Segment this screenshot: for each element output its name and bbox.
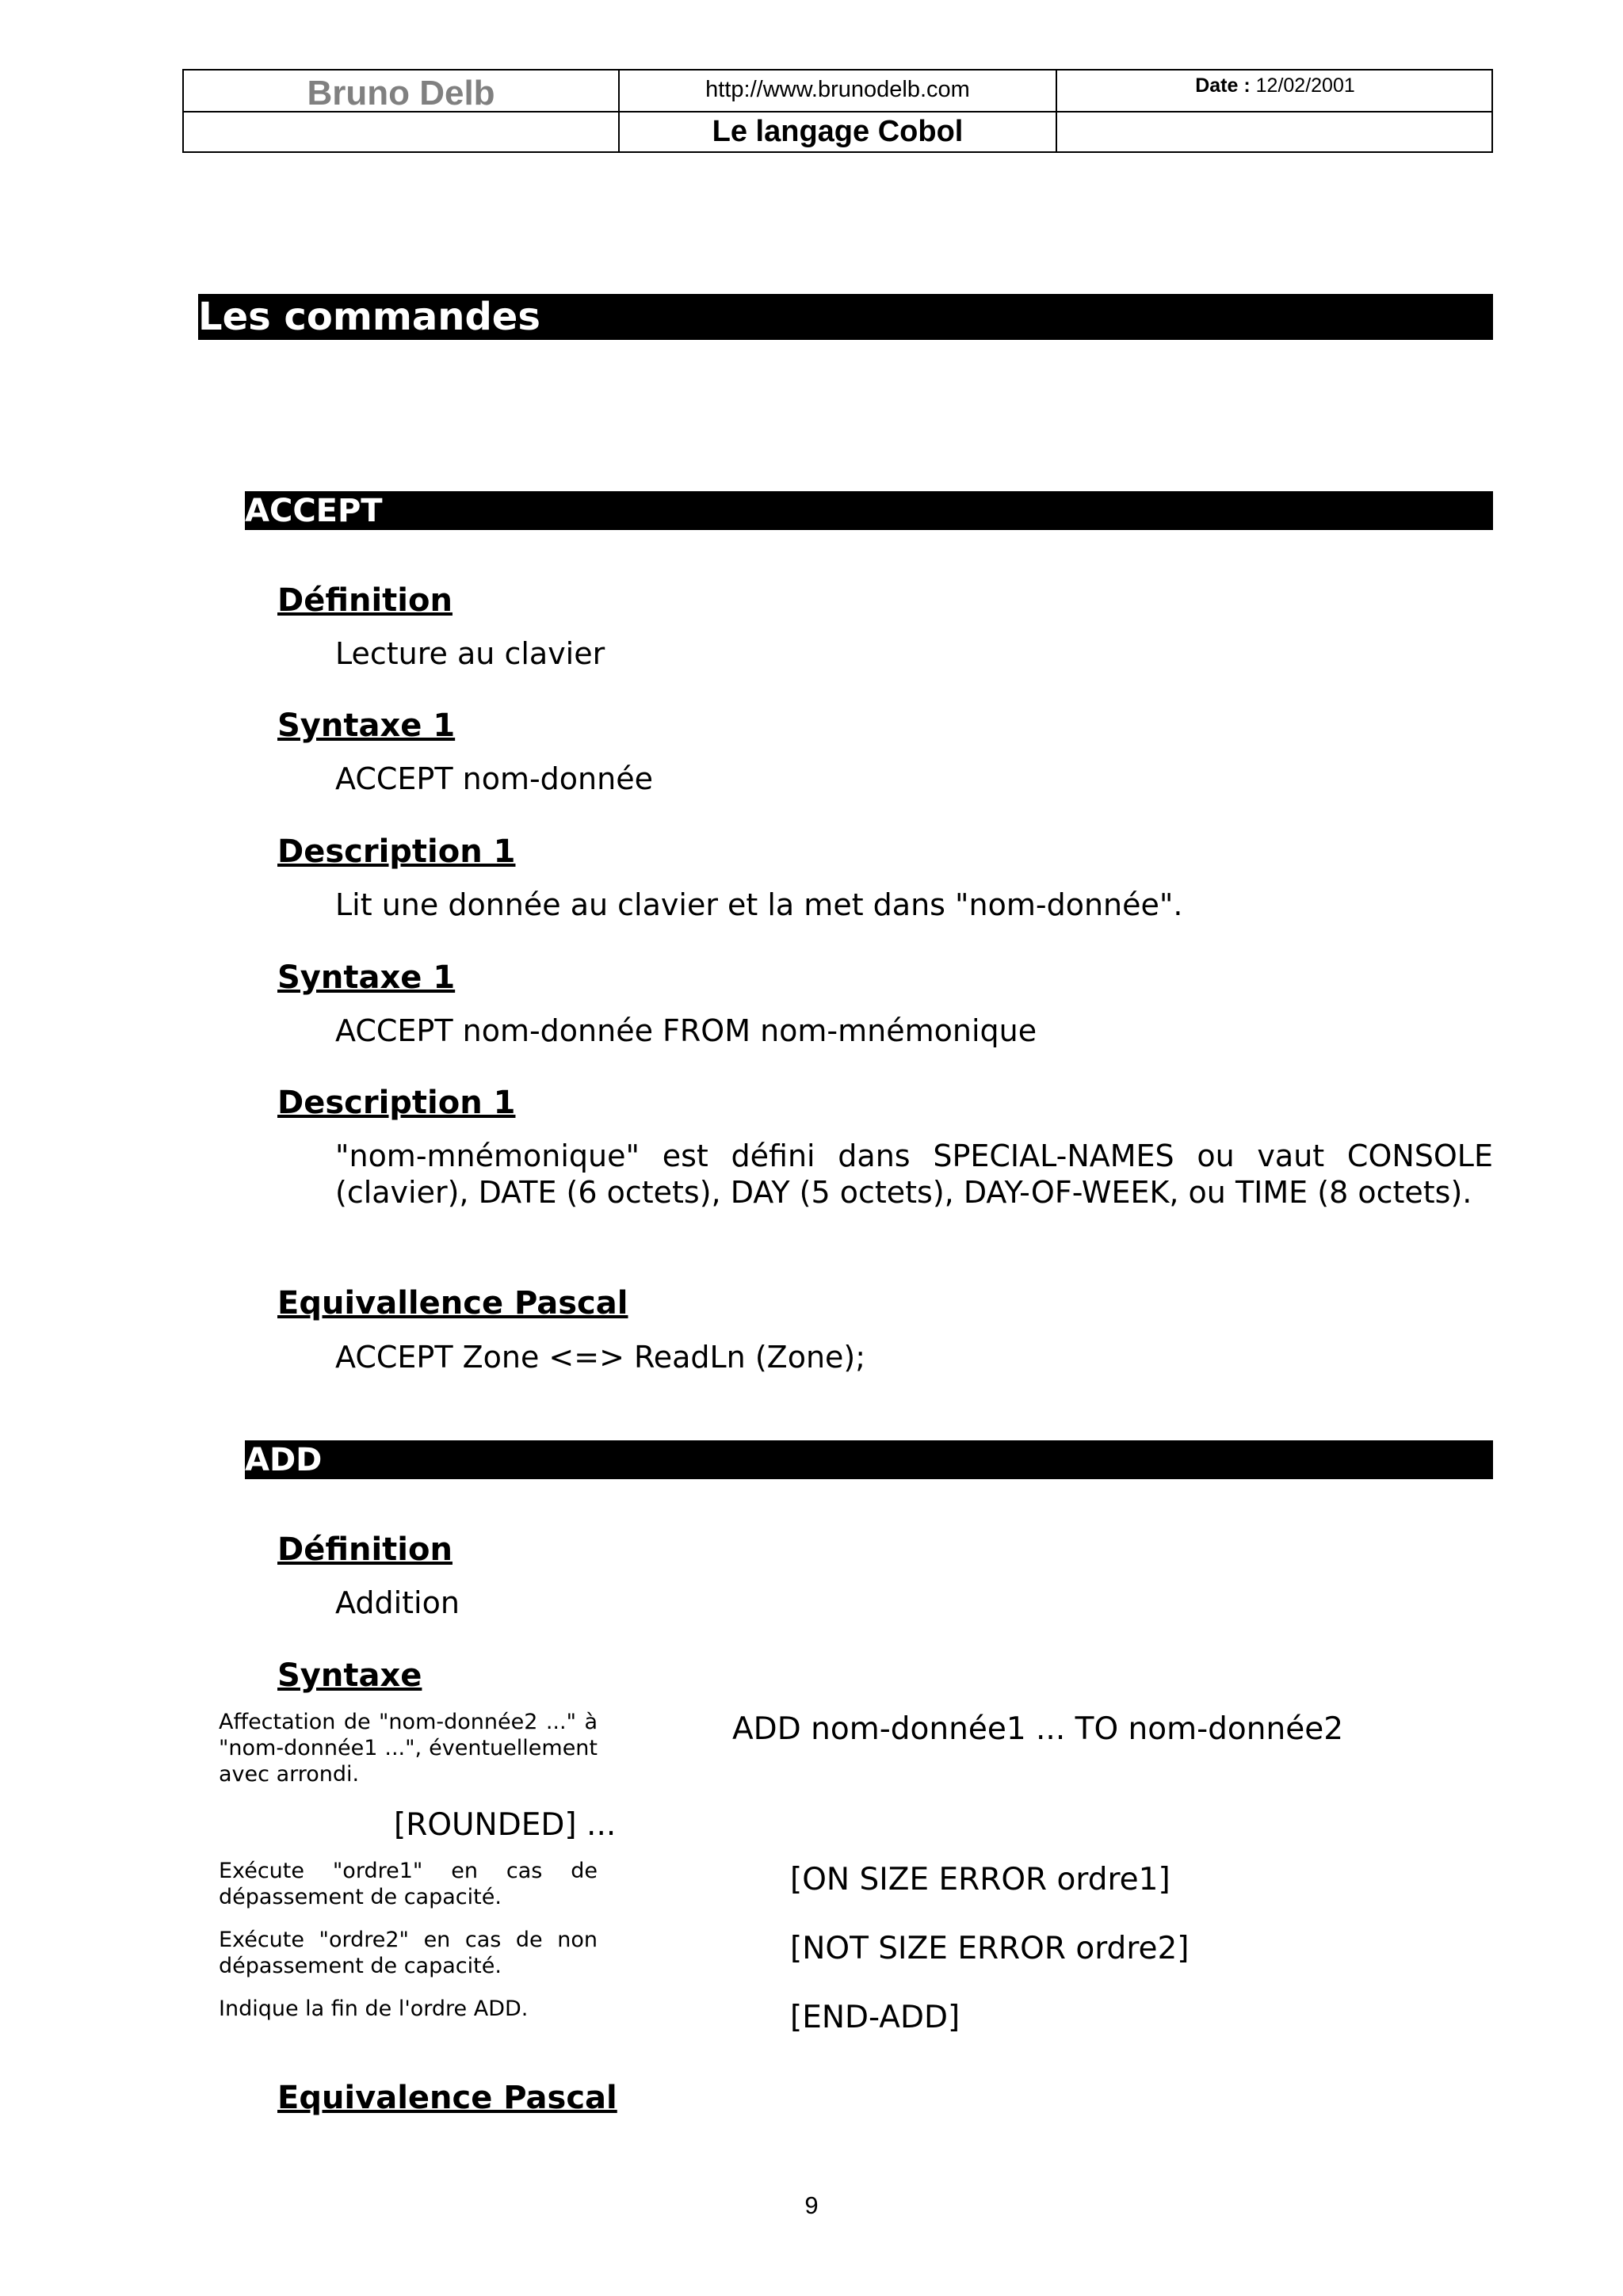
add-note-not-size-error: Exécute "ordre2" en cas de non dépassement de capacité. (219, 1928, 598, 1978)
add-syntax-heading: Syntaxe (277, 1657, 422, 1694)
accept-definition-heading: Définition (277, 582, 453, 619)
add-note-size-error: Exécute "ordre1" en cas de dépassement de capacité. (219, 1859, 598, 1909)
accept-definition: Lecture au clavier (335, 636, 605, 671)
section-title: Les commandes (198, 294, 1493, 340)
accept-pascal-heading: Equivallence Pascal (277, 1285, 628, 1322)
header-url-cell (620, 71, 1057, 111)
header-row-2 (184, 113, 1491, 151)
header-author-cell (184, 71, 620, 111)
add-definition-heading: Définition (277, 1531, 453, 1568)
accept-title: ACCEPT (245, 491, 1493, 530)
accept-description2-heading: Description 1 (277, 1085, 516, 1121)
header-doc-title: Le langage Cobol (712, 115, 964, 148)
add-pascal-heading: Equivalence Pascal (277, 2080, 617, 2116)
header-empty-cell-right (1057, 113, 1493, 151)
accept-description1: Lit une donnée au clavier et la met dans "nom-donnée". (335, 887, 1183, 922)
accept-syntax1: ACCEPT nom-donnée (335, 761, 653, 796)
accept-syntax2-heading: Syntaxe 1 (277, 959, 456, 996)
header-date-label: Date : (1195, 74, 1251, 97)
accept-description1-heading: Description 1 (277, 833, 516, 870)
add-syntax-main: ADD nom-donnée1 ... TO nom-donnée2 (732, 1711, 1344, 1747)
header-url: http://www.brunodelb.com (705, 77, 970, 102)
header-doc-cell (620, 113, 1057, 151)
add-title: ADD (245, 1440, 1493, 1479)
add-note-assign: Affectation de "nom-donnée2 ..." à "nom-donnée1 ...", éventuellement avec arrondi. (219, 1710, 598, 1787)
accept-syntax1-heading: Syntaxe 1 (277, 707, 456, 744)
page-header (182, 69, 1493, 153)
add-syntax-rounded: [ROUNDED] ... (394, 1807, 617, 1843)
header-row-1 (184, 71, 1491, 113)
header-empty-cell-left (184, 113, 620, 151)
header-date-value: 12/02/2001 (1255, 74, 1355, 97)
header-date-cell (1057, 71, 1493, 111)
add-syntax-end: [END-ADD] (790, 2000, 960, 2035)
accept-pascal: ACCEPT Zone <=> ReadLn (Zone); (335, 1340, 866, 1375)
page-number: 9 (804, 2191, 819, 2219)
add-note-end: Indique la fin de l'ordre ADD. (219, 1997, 529, 2021)
accept-syntax2: ACCEPT nom-donnée FROM nom-mnémonique (335, 1013, 1037, 1048)
add-syntax-size-error: [ON SIZE ERROR ordre1] (790, 1862, 1170, 1897)
add-syntax-not-size-error: [NOT SIZE ERROR ordre2] (790, 1931, 1190, 1966)
header-date (1057, 71, 1493, 99)
accept-description2: "nom-mnémonique" est défini dans SPECIAL-NAMES ou vaut CONSOLE (clavier), DATE (6 octets), DAY (5 octets), DAY-OF-WEEK, ou TIME (8 octets). (335, 1138, 1493, 1210)
add-definition: Addition (335, 1585, 460, 1620)
header-author: Bruno Delb (307, 74, 495, 113)
